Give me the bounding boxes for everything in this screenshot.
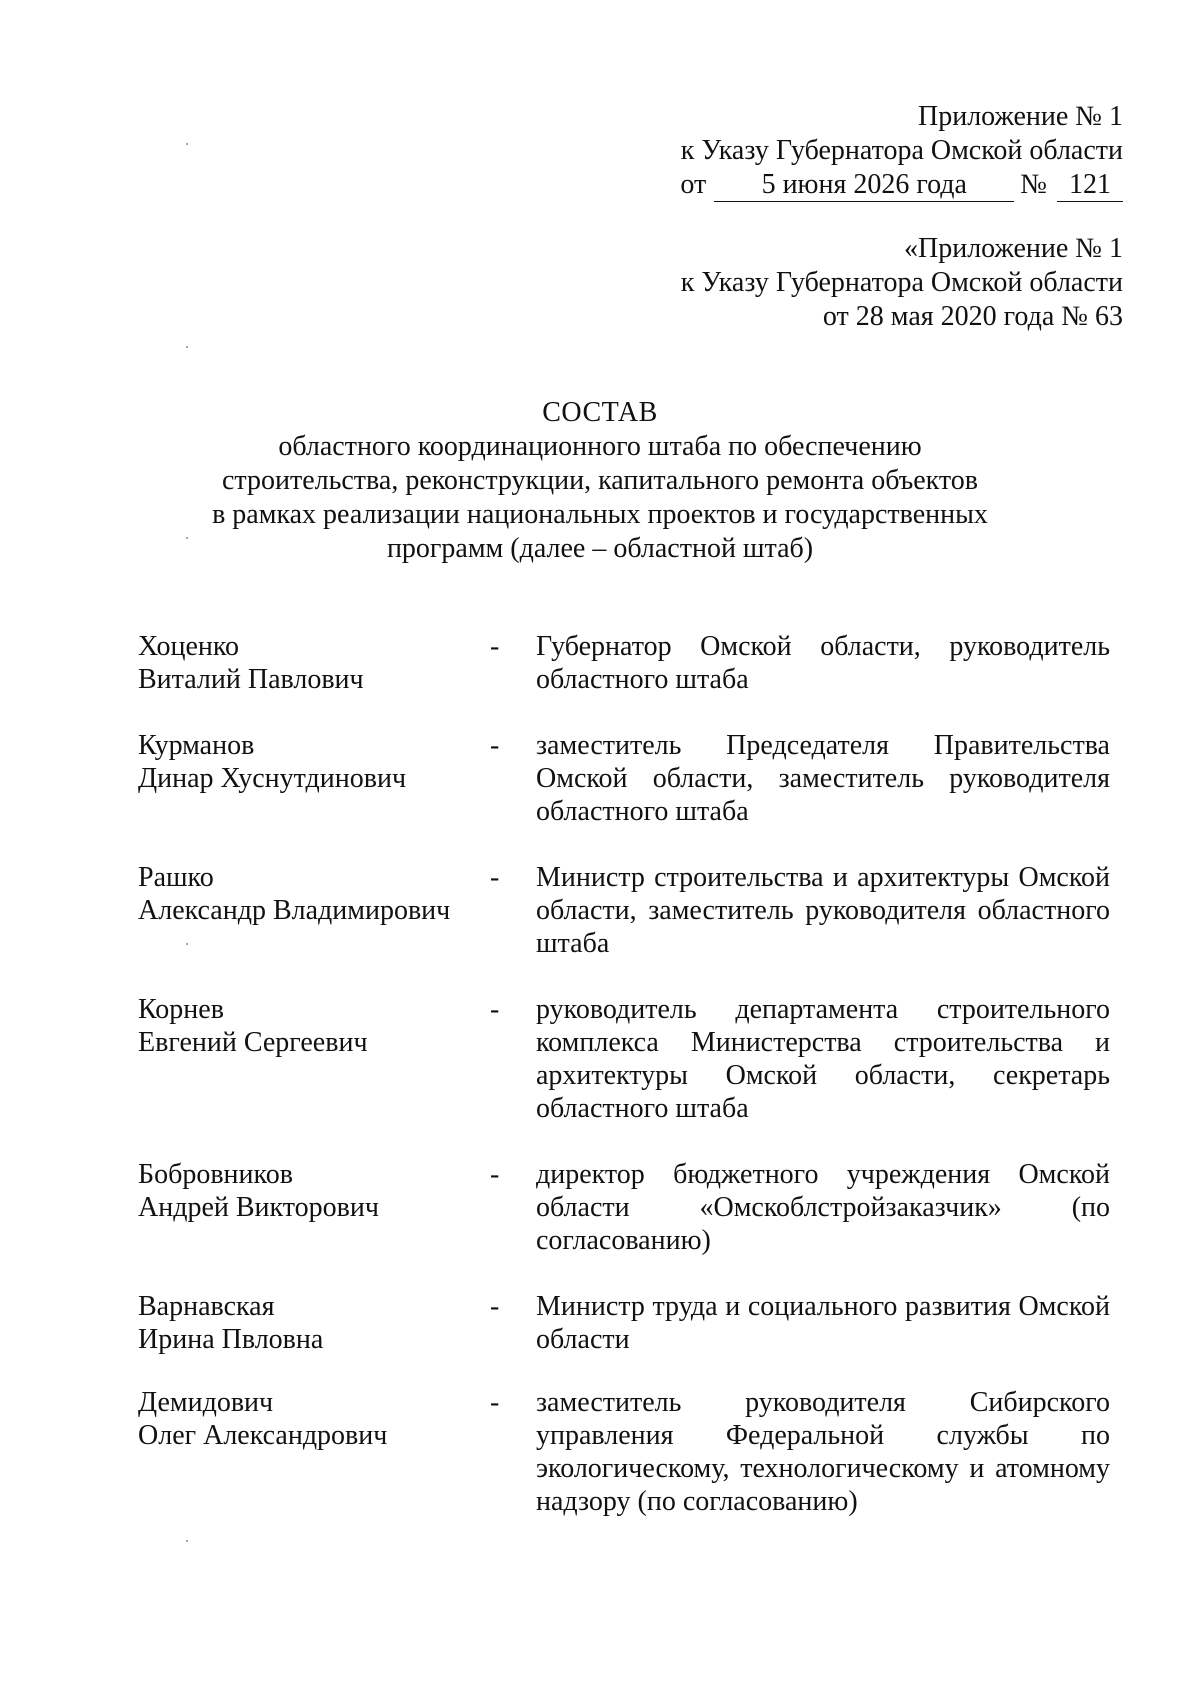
member-dash: - — [490, 1291, 500, 1322]
title-heading: СОСТАВ — [542, 397, 658, 428]
member-dash: - — [490, 1387, 500, 1418]
member-role: Губернатор Омской области, руководитель областного штаба — [536, 631, 1110, 695]
members-list — [138, 630, 1118, 1518]
member-role: Министр труда и социального развития Омской области — [536, 1291, 1110, 1355]
member-given-names: Андрей Викторович — [138, 1192, 379, 1223]
member-name — [138, 993, 488, 1059]
member-surname: Бобровников — [138, 1159, 293, 1190]
member-surname: Хоценко — [138, 631, 240, 662]
member-name — [138, 729, 488, 795]
member-dash: - — [490, 631, 500, 662]
member-dash: - — [490, 994, 500, 1025]
title-subline: в рамках реализации национальных проектов и государственных — [212, 499, 988, 530]
title-subline: строительства, реконструкции, капитального ремонта объектов — [221, 465, 978, 496]
member-surname: Курманов — [138, 730, 255, 761]
member-row — [138, 1386, 1118, 1518]
attachment-date-line — [680, 168, 1123, 202]
member-row — [138, 861, 1118, 960]
member-row — [138, 1290, 1118, 1356]
attachment-old-number-line: «Приложение № 1 — [904, 233, 1123, 264]
member-row — [138, 729, 1118, 828]
member-given-names: Виталий Павлович — [138, 664, 364, 695]
attachment-header-old — [681, 232, 1123, 334]
member-dash: - — [490, 730, 500, 761]
member-name — [138, 1290, 488, 1356]
member-role: заместитель Председателя Правительства Омской области, заместитель руководителя областного штаба — [536, 730, 1110, 827]
member-dash: - — [490, 862, 500, 893]
attachment-old-decree-line: к Указу Губернатора Омской области — [680, 267, 1123, 298]
attachment-number-line: Приложение № 1 — [918, 101, 1123, 132]
member-given-names: Ирина Пвловна — [138, 1324, 324, 1355]
member-given-names: Евгений Сергеевич — [138, 1027, 368, 1058]
scan-speck — [186, 1540, 188, 1542]
member-name — [138, 1158, 488, 1224]
member-name — [138, 1386, 488, 1452]
attachment-header-new — [680, 100, 1123, 202]
member-row — [138, 993, 1118, 1125]
member-surname: Корнев — [138, 994, 224, 1025]
attachment-decree-line: к Указу Губернатора Омской области — [680, 135, 1123, 166]
scan-speck — [186, 346, 188, 348]
member-role: директор бюджетного учреждения Омской области «Омскоблстройзаказчик» (по согласованию) — [536, 1159, 1110, 1256]
member-row — [138, 1158, 1118, 1257]
member-name — [138, 630, 488, 696]
member-dash: - — [490, 1159, 500, 1190]
scan-speck — [186, 143, 188, 145]
member-role: руководитель департамента строительного комплекса Министерства строительства и архитектуры Омской области, секретарь областного штаба — [536, 994, 1110, 1124]
title-subline: областного координационного штаба по обеспечению — [278, 431, 922, 462]
member-surname: Рашко — [138, 862, 214, 893]
member-given-names: Александр Владимирович — [138, 895, 451, 926]
number-sign: № — [1020, 169, 1047, 200]
member-surname: Демидович — [138, 1387, 274, 1418]
member-name — [138, 861, 488, 927]
member-role: заместитель руководителя Сибирского управления Федеральной службы по экологическому, технологическому и атомному надзору (по согласованию) — [536, 1387, 1110, 1517]
member-row — [138, 630, 1118, 696]
member-role: Министр строительства и архитектуры Омской области, заместитель руководителя областного штаба — [536, 862, 1110, 959]
date-field: 5 июня 2026 года — [714, 171, 1014, 202]
member-given-names: Олег Александрович — [138, 1420, 388, 1451]
attachment-old-date-line: от 28 мая 2020 года № 63 — [822, 301, 1123, 332]
member-given-names: Динар Хуснутдинович — [138, 763, 407, 794]
number-field: 121 — [1057, 171, 1123, 202]
document-title — [150, 396, 1050, 566]
title-subline: программ (далее – областной штаб) — [386, 533, 814, 564]
date-prefix: от — [680, 169, 707, 200]
member-surname: Варнавская — [138, 1291, 275, 1322]
